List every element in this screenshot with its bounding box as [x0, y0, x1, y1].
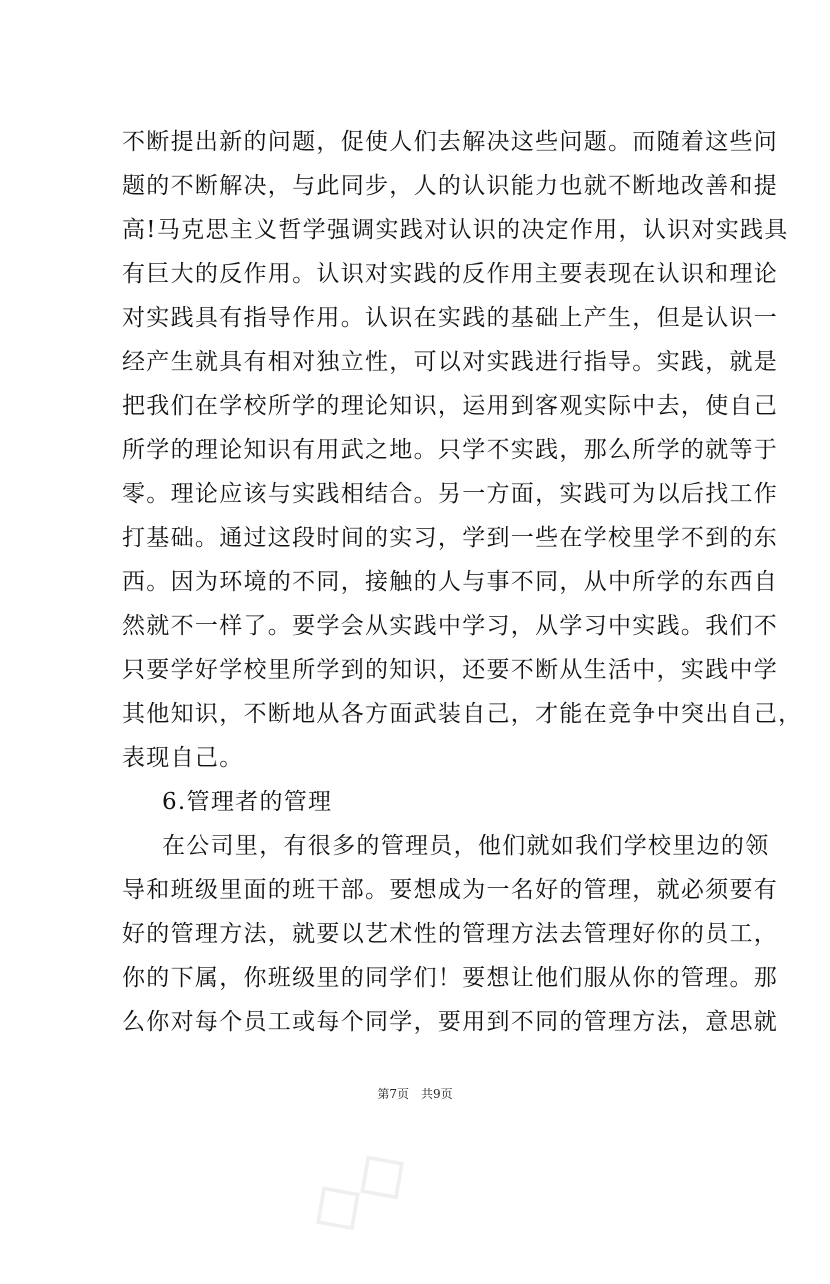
body-text-line: 把我们在学校所学的理论知识，运用到客观实际中去，使自己: [122, 393, 779, 419]
body-text-line: 么你对每个员工或每个同学，要用到不同的管理方法，意思就: [122, 1009, 779, 1035]
body-text-line: 导和班级里面的班干部。要想成为一名好的管理，就必须要有: [122, 877, 779, 903]
body-text-line: 有巨大的反作用。认识对实践的反作用主要表现在认识和理论: [122, 261, 779, 287]
body-text-line: 只要学好学校里所学到的知识，还要不断从生活中，实践中学: [122, 657, 779, 683]
watermark-icon: ◇◇: [289, 1123, 425, 1253]
body-text-line: 其他知识，不断地从各方面武装自己，才能在竞争中突出自己，: [122, 701, 803, 727]
body-text-line: 不断提出新的问题，促使人们去解决这些问题。而随着这些问: [122, 129, 779, 155]
body-text-line: 在公司里，有很多的管理员，他们就如我们学校里边的领: [162, 833, 770, 859]
body-text-line: 经产生就具有相对独立性，可以对实践进行指导。实践，就是: [122, 349, 779, 375]
body-text-line: 对实践具有指导作用。认识在实践的基础上产生，但是认识一: [122, 305, 779, 331]
page-total: 共9页: [421, 1087, 453, 1101]
body-text-line: 题的不断解决，与此同步，人的认识能力也就不断地改善和提: [122, 173, 779, 199]
page-number: 第7页: [377, 1087, 409, 1101]
page-footer: [0, 1086, 830, 1102]
body-text-line: 零。理论应该与实践相结合。另一方面，实践可为以后找工作: [122, 481, 779, 507]
body-text-line: 然就不一样了。要学会从实践中学习，从学习中实践。我们不: [122, 613, 779, 639]
body-text-line: 打基础。通过这段时间的实习，学到一些在学校里学不到的东: [122, 525, 779, 551]
body-text-line: 所学的理论知识有用武之地。只学不实践，那么所学的就等于: [122, 437, 779, 463]
section-heading: 6.管理者的管理: [162, 789, 333, 815]
body-text-line: 西。因为环境的不同，接触的人与事不同，从中所学的东西自: [122, 569, 779, 595]
body-text-line: 表现自己。: [122, 745, 244, 771]
body-text-line: 你的下属，你班级里的同学们！要想让他们服从你的管理。那: [122, 965, 779, 991]
body-text-line: 高!马克思主义哲学强调实践对认识的决定作用，认识对实践具: [122, 217, 789, 243]
body-text-line: 好的管理方法，就要以艺术性的管理方法去管理好你的员工，: [122, 921, 779, 947]
